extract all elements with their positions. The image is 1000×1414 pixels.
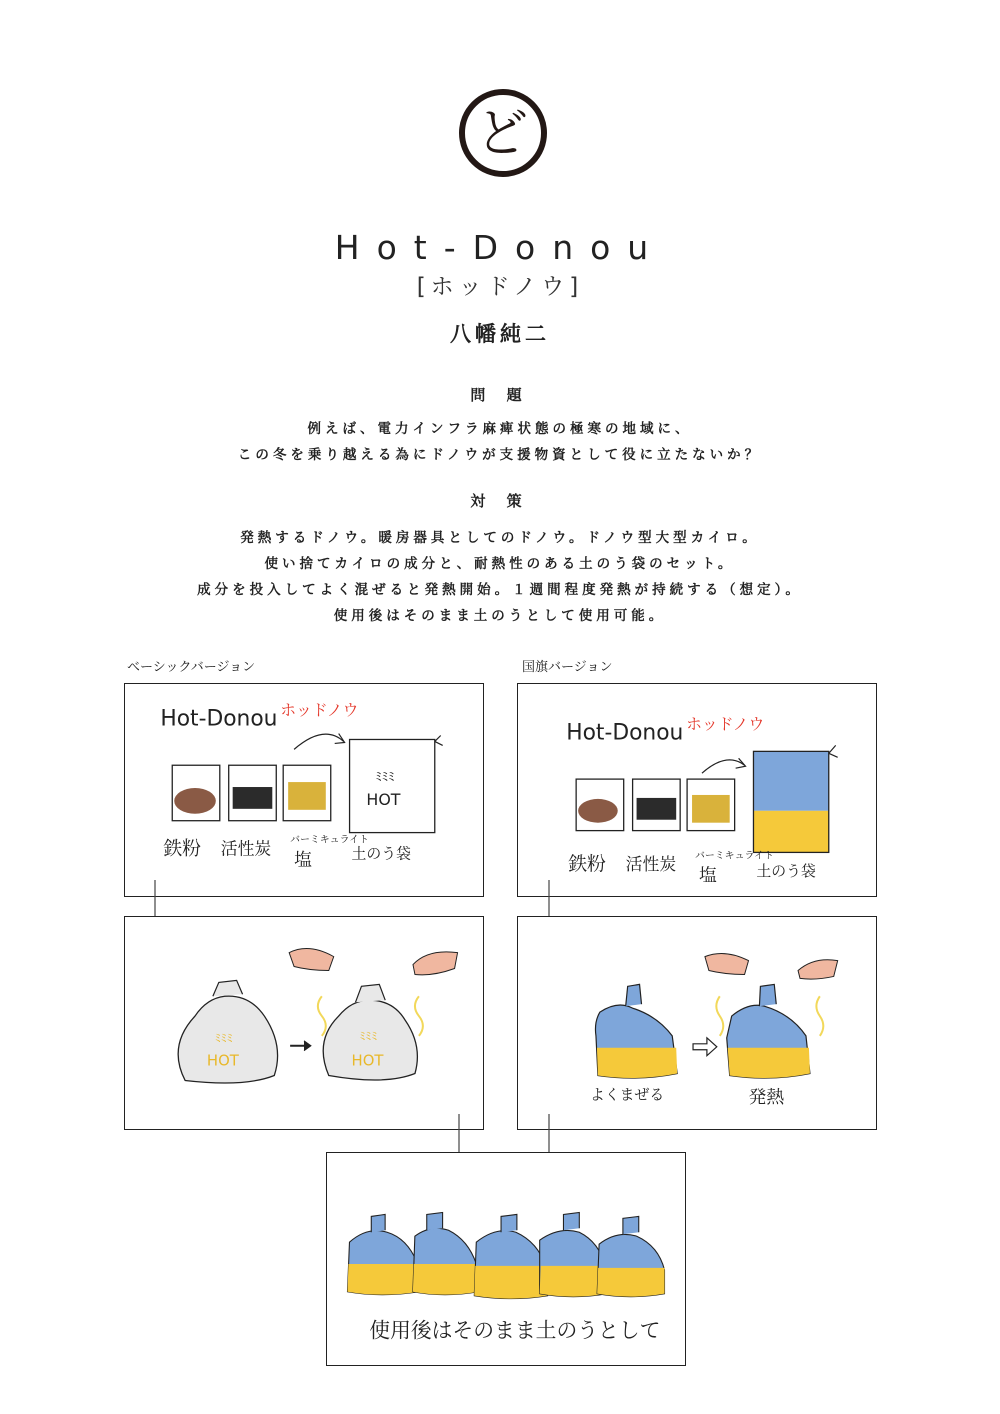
author-name: 八幡純二 xyxy=(450,322,550,346)
svg-text:土のう袋: 土のう袋 xyxy=(756,862,816,881)
solution-line: 使い捨てカイロの成分と、耐熱性のある土のう袋のセット。 xyxy=(264,556,736,572)
solution-heading: 対 策 xyxy=(470,492,530,510)
svg-text:バーミキュライト: バーミキュライト xyxy=(695,850,774,862)
flag-ingredients-panel xyxy=(517,683,877,897)
after-use-sketch xyxy=(327,1153,685,1365)
svg-text:ﾐﾐﾐ: ﾐﾐﾐ xyxy=(214,1030,233,1045)
svg-text:ホッドノウ: ホッドノウ xyxy=(686,714,765,734)
svg-text:HOT: HOT xyxy=(206,1051,239,1070)
svg-text:Hot-Donou: Hot-Donou xyxy=(160,706,278,732)
flag-version-caption: 国旗バージョン xyxy=(522,660,613,675)
problem-heading: 問 題 xyxy=(470,386,530,404)
solution-line: 発熱するドノウ。暖房器具としてのドノウ。ドノウ型大型カイロ。 xyxy=(240,530,760,546)
svg-text:活性炭: 活性炭 xyxy=(625,854,677,875)
problem-line: 例えば、電力インフラ麻痺状態の極寒の地域に、 xyxy=(307,421,693,437)
svg-text:ホッドノウ: ホッドノウ xyxy=(280,700,359,720)
svg-text:バーミキュライト: バーミキュライト xyxy=(290,834,369,846)
basic-mixing-panel xyxy=(124,916,484,1130)
svg-text:よくまぜる: よくまぜる xyxy=(590,1085,665,1104)
do-logo-icon xyxy=(458,88,548,178)
svg-text:塩: 塩 xyxy=(698,865,717,887)
svg-text:ﾐﾐﾐ: ﾐﾐﾐ xyxy=(359,1028,378,1043)
problem-line: この冬を乗り越える為にドノウが支援物資として役に立たないか？ xyxy=(237,447,763,463)
svg-text:ど: ど xyxy=(475,104,529,164)
svg-text:HOT: HOT xyxy=(351,1051,384,1070)
basic-ingredients-panel xyxy=(124,683,484,897)
svg-text:ﾐﾐﾐ: ﾐﾐﾐ xyxy=(375,770,395,786)
basic-version-caption: ベーシックバージョン xyxy=(127,660,256,675)
flag-ingredients-sketch xyxy=(518,684,876,896)
svg-text:使用後はそのまま土のうとして: 使用後はそのまま土のうとして xyxy=(369,1318,661,1343)
solution-line: 使用後はそのまま土のうとして使用可能。 xyxy=(333,608,667,624)
basic-mixing-sketch xyxy=(125,917,483,1129)
flag-mixing-panel xyxy=(517,916,877,1130)
title-reading: [ホッドノウ] xyxy=(416,274,584,300)
svg-text:Hot-Donou: Hot-Donou xyxy=(566,720,684,746)
svg-text:鉄粉: 鉄粉 xyxy=(568,854,606,876)
svg-text:土のう袋: 土のう袋 xyxy=(351,844,411,863)
svg-text:鉄粉: 鉄粉 xyxy=(163,838,201,860)
svg-text:発熱: 発熱 xyxy=(748,1087,785,1109)
solution-line: 成分を投入してよく混ぜると発熱開始。１週間程度発熱が持続する（想定）。 xyxy=(197,582,803,598)
after-use-panel xyxy=(326,1152,686,1366)
document-title: Hot-Donou xyxy=(334,228,666,267)
svg-text:HOT: HOT xyxy=(366,789,401,809)
flag-mixing-sketch xyxy=(518,917,876,1129)
svg-text:塩: 塩 xyxy=(294,849,312,871)
svg-text:活性炭: 活性炭 xyxy=(220,838,272,859)
basic-ingredients-sketch xyxy=(125,684,483,896)
